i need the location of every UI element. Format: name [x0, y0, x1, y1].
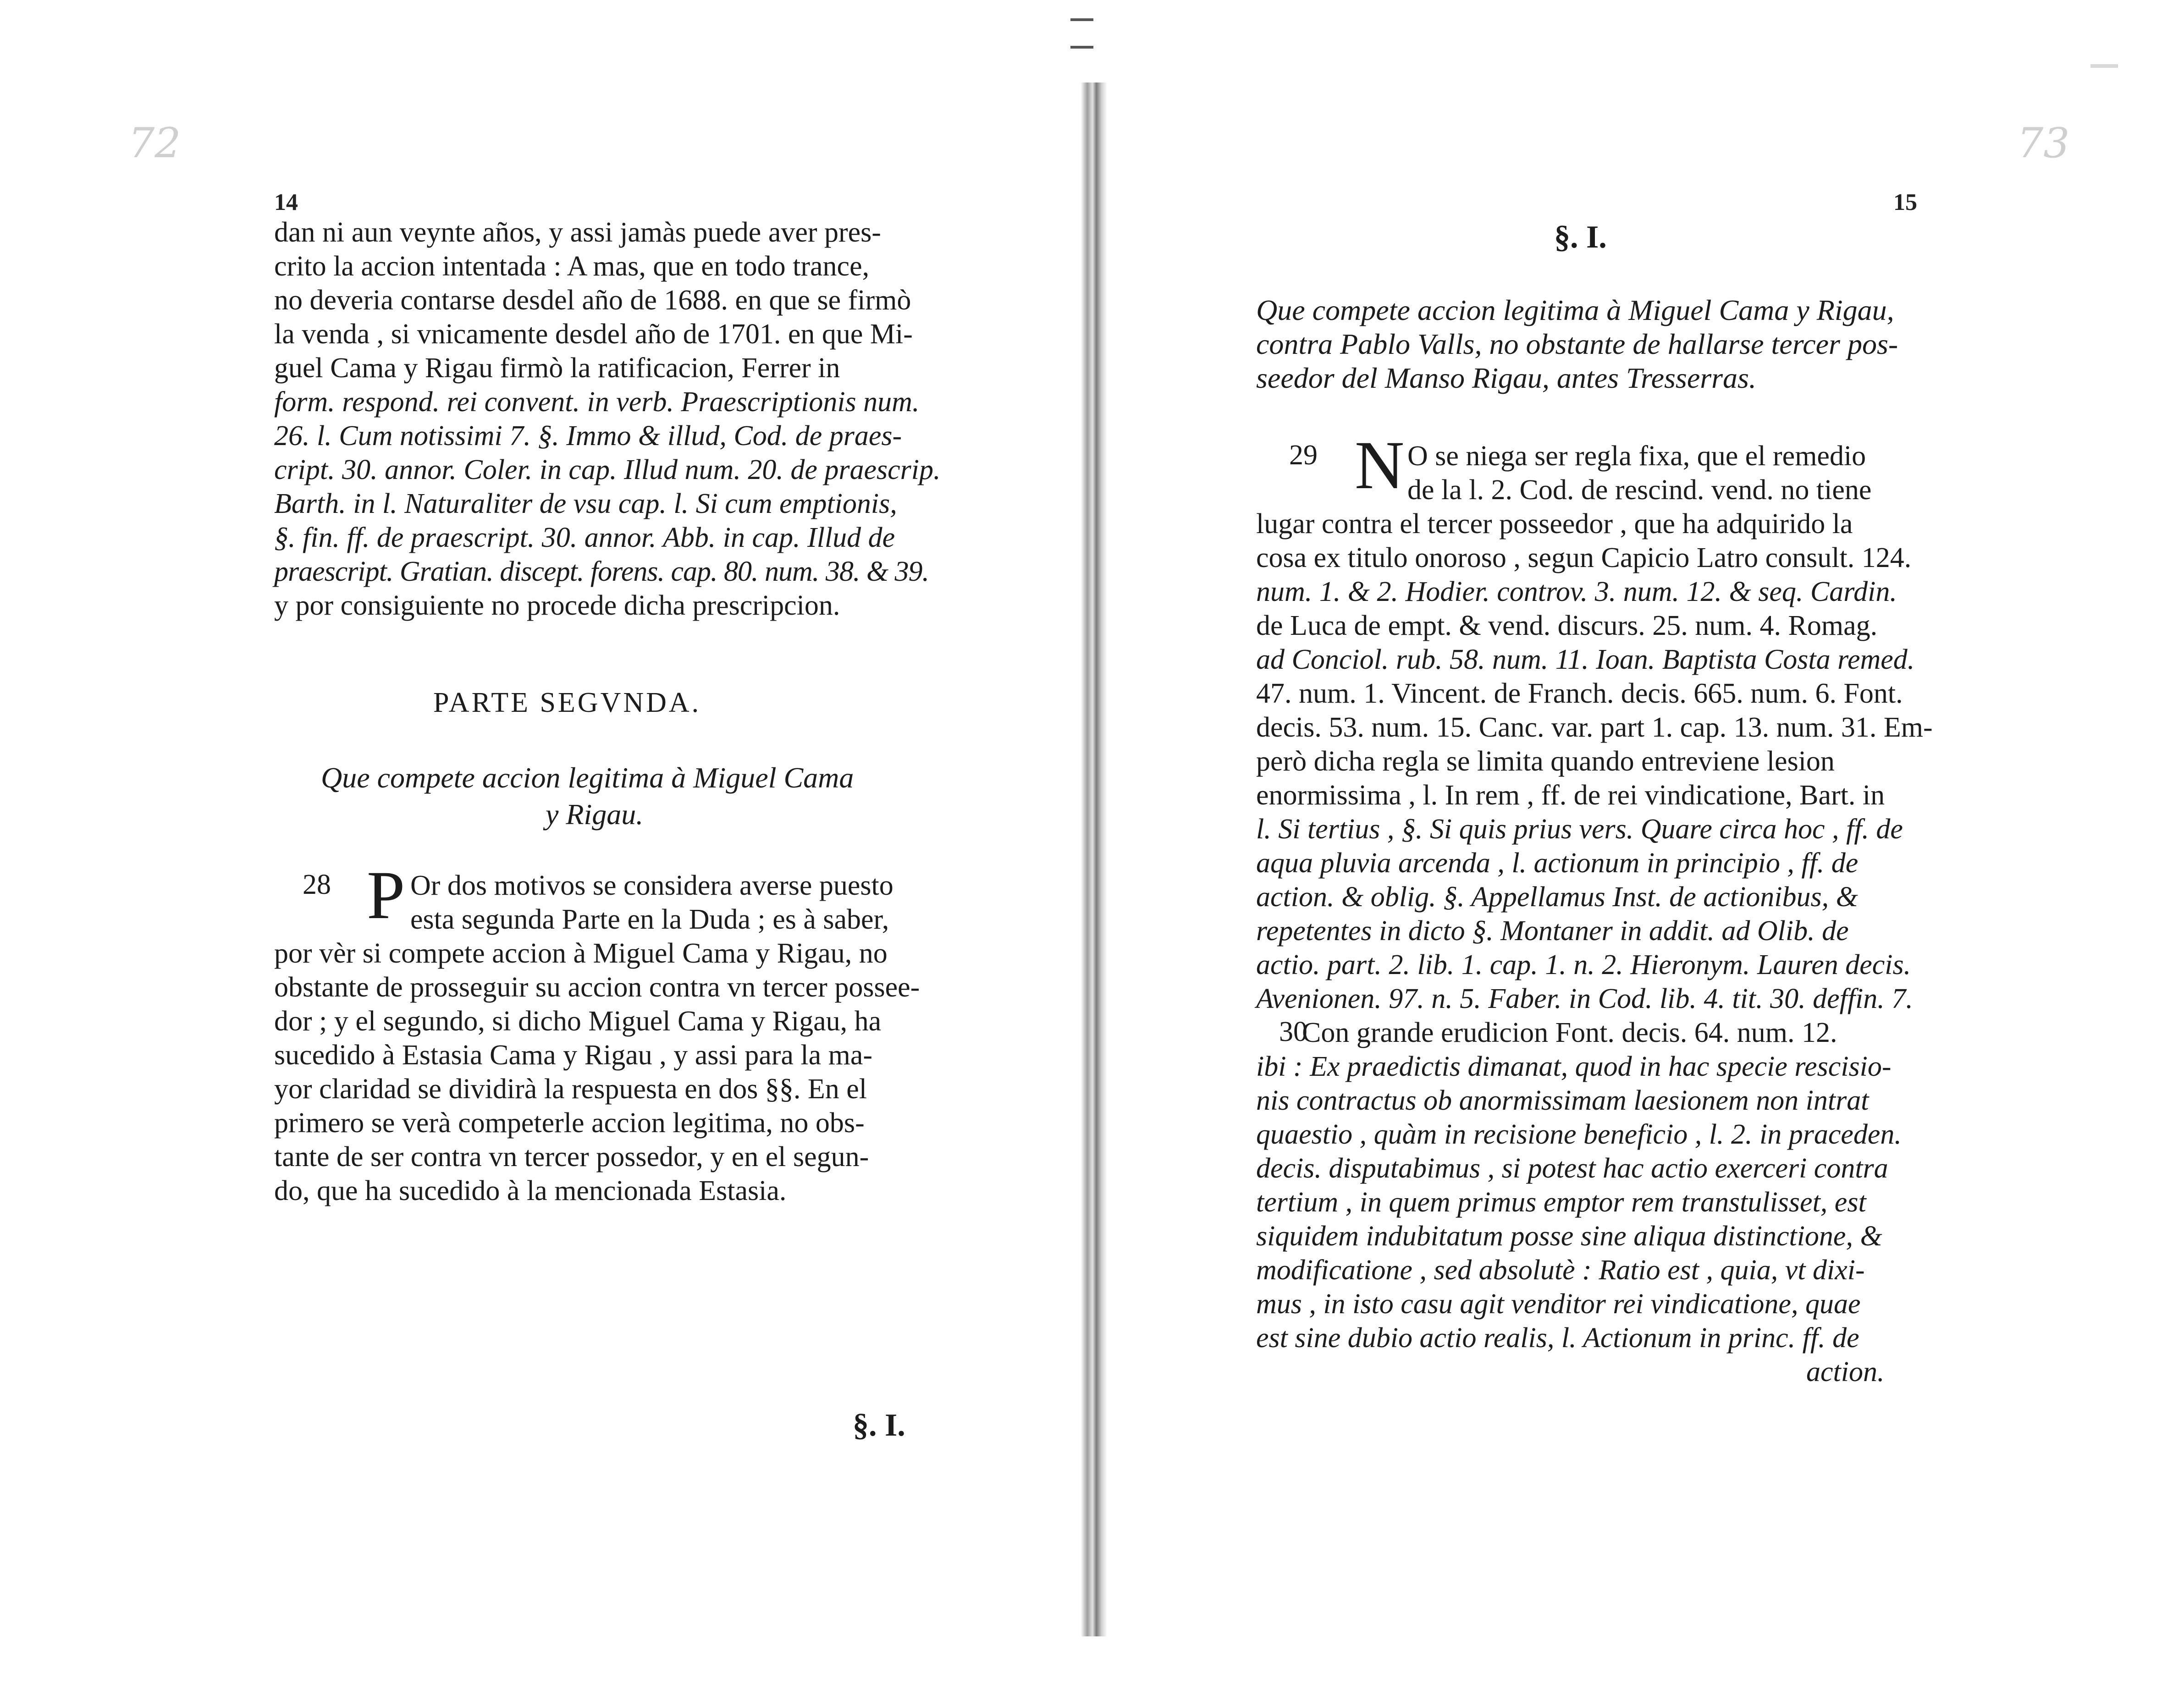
paragraph-number: 30: [1279, 1016, 1307, 1047]
body-line: est sine dubio actio realis, l. Actionum in princ. ff. de: [1256, 1322, 1859, 1354]
summary-line: seedor del Manso Rigau, antes Tresserras.: [1256, 362, 1756, 394]
folio-mark-left: 72: [128, 119, 181, 167]
body-line: de la l. 2. Cod. de rescind. vend. no tiene: [1407, 474, 1872, 506]
section-subheading: Que compete accion legitima à Miguel Cama: [321, 761, 854, 794]
section-subheading-cont: y Rigau.: [546, 798, 644, 831]
body-line: do, que ha sucedido à la mencionada Estasia.: [274, 1175, 787, 1206]
body-line: actio. part. 2. lib. 1. cap. 1. n. 2. Hieronym. Lauren decis.: [1256, 949, 1911, 980]
body-line: cript. 30. annor. Coler. in cap. Illud num. 20. de praescrip.: [274, 454, 941, 485]
body-line: O se niega ser regla fixa, que el remedio: [1407, 440, 1866, 472]
body-line: action. & oblig. §. Appellamus Inst. de actionibus, &: [1256, 881, 1858, 913]
body-line: §. fin. ff. de praescript. 30. annor. Abb. in cap. Illud de: [274, 522, 895, 553]
section-heading: PARTE SEGVNDA.: [433, 687, 701, 718]
section-mark: §. I.: [1554, 220, 1607, 255]
body-line: lugar contra el tercer posseedor , que ha adquirido la: [1256, 508, 1853, 539]
body-line: quaestio , quàm in recisione beneficio , l. 2. in praceden.: [1256, 1119, 1902, 1150]
paragraph-body: [274, 936, 939, 1208]
section-summary: [1256, 293, 1935, 395]
left-body-text: [274, 215, 941, 622]
latin-quotation: [1256, 1050, 1935, 1389]
page-number-left: 14: [274, 189, 298, 215]
body-line: y por consiguiente no procede dicha prescripcion.: [274, 590, 840, 621]
body-line: decis. disputabimus , si potest hac actio exerceri contra: [1256, 1153, 1888, 1184]
body-line: praescript. Gratian. discept. forens. cap. 80. num. 38. & 39.: [274, 556, 929, 587]
body-line: la venda , si vnicamente desdel año de 1701. en que Mi-: [274, 319, 913, 350]
paragraph-number: 28: [303, 869, 331, 900]
paragraph-second-line: [410, 903, 938, 936]
body-line: modificatione , sed absolutè : Ratio est , quia, vt dixi-: [1256, 1255, 1865, 1286]
body-line: enormissima , l. In rem , ff. de rei vindicatione, Bart. in: [1256, 780, 1885, 811]
body-line: repetentes in dicto §. Montaner in addit. ad Olib. de: [1256, 915, 1849, 947]
page-corner-shadow: [2090, 64, 2118, 68]
body-line: aqua pluvia arcenda , l. actionum in principio , ff. de: [1256, 848, 1859, 879]
body-line: sucedido à Estasia Cama y Rigau , y assi para la ma-: [274, 1040, 873, 1071]
catchword: §. I.: [853, 1408, 905, 1443]
body-line: de Luca de empt. & vend. discurs. 25. num. 4. Romag.: [1256, 610, 1878, 641]
body-line: por vèr si compete accion à Miguel Cama y Rigau, no: [274, 938, 888, 969]
body-line: esta segunda Parte en la Duda ; es à saber,: [410, 904, 889, 935]
body-line: cosa ex titulo onoroso , segun Capicio Latro consult. 124.: [1256, 542, 1912, 573]
body-line: no deveria contarse desdel año de 1688. en que se firmò: [274, 285, 911, 316]
body-line: nis contractus ob anormissimam laesionem non intrat: [1256, 1085, 1869, 1116]
body-line: Avenionen. 97. n. 5. Faber. in Cod. lib. 4. tit. 30. deffin. 7.: [1256, 983, 1913, 1014]
body-line: dan ni aun veynte años, y assi jamàs puede aver pres-: [274, 217, 881, 248]
drop-cap: N: [1355, 427, 1405, 503]
body-line: però dicha regla se limita quando entreviene lesion: [1256, 746, 1835, 777]
body-line: Or dos motivos se considera averse puesto: [410, 870, 893, 901]
summary-line: contra Pablo Valls, no obstante de hallarse tercer pos-: [1256, 328, 1898, 360]
body-line: action.: [1806, 1356, 1885, 1387]
body-line: siquidem indubitatum posse sine aliqua distinctione, &: [1256, 1221, 1882, 1252]
body-line: 26. l. Cum notissimi 7. §. Immo & illud, Cod. de praes-: [274, 420, 902, 451]
paragraph-number: 29: [1289, 440, 1318, 471]
right-body-text: [1256, 507, 1935, 1016]
body-line: mus , in isto casu agit venditor rei vindicatione, quae: [1256, 1288, 1861, 1320]
dropcap-lines: [1407, 439, 1935, 507]
body-line: l. Si tertius , §. Si quis prius vers. Quare circa hoc , ff. de: [1256, 814, 1903, 845]
body-line: form. respond. rei convent. in verb. Praescriptionis num.: [274, 386, 920, 418]
folio-mark-right: 73: [2017, 119, 2070, 167]
body-line: tertium , in quem primus emptor rem transtulisset, est: [1256, 1187, 1866, 1218]
page-number-right: 15: [1893, 189, 1917, 215]
body-line: Barth. in l. Naturaliter de vsu cap. l. Si cum emptionis,: [274, 488, 897, 519]
summary-line: Que compete accion legitima à Miguel Cama y Rigau,: [1256, 294, 1894, 326]
body-line: num. 1. & 2. Hodier. controv. 3. num. 12. & seq. Cardin.: [1256, 576, 1897, 607]
body-line: 47. num. 1. Vincent. de Franch. decis. 665. num. 6. Font.: [1256, 678, 1903, 709]
body-line: primero se verà competerle accion legitima, no obs-: [274, 1107, 865, 1139]
body-line: obstante de prosseguir su accion contra vn tercer possee-: [274, 972, 920, 1003]
paragraph-first-line: [410, 869, 938, 903]
body-line: dor ; y el segundo, si dicho Miguel Cama y Rigau, ha: [274, 1006, 882, 1037]
body-line: decis. 53. num. 15. Canc. var. part 1. cap. 13. num. 31. Em-: [1256, 712, 1933, 743]
drop-cap: P: [367, 857, 405, 933]
body-line: ibi : Ex praedictis dimanat, quod in hac specie rescisio-: [1256, 1051, 1892, 1082]
body-line: ad Conciol. rub. 58. num. 11. Ioan. Baptista Costa remed.: [1256, 644, 1915, 675]
paragraph-first-line: [1302, 1016, 1935, 1050]
top-mark-2: [1070, 46, 1093, 49]
body-line: crito la accion intentada : A mas, que en todo trance,: [274, 251, 870, 282]
body-line: yor claridad se dividirà la respuesta en dos §§. En el: [274, 1073, 867, 1105]
book-gutter: [1081, 83, 1107, 1636]
body-line: guel Cama y Rigau firmò la ratificacion, Ferrer in: [274, 352, 840, 384]
top-mark-1: [1070, 18, 1093, 21]
body-line: tante de ser contra vn tercer possedor, y en el segun-: [274, 1141, 869, 1173]
body-line: Con grande erudicion Font. decis. 64. num. 12.: [1302, 1017, 1837, 1048]
